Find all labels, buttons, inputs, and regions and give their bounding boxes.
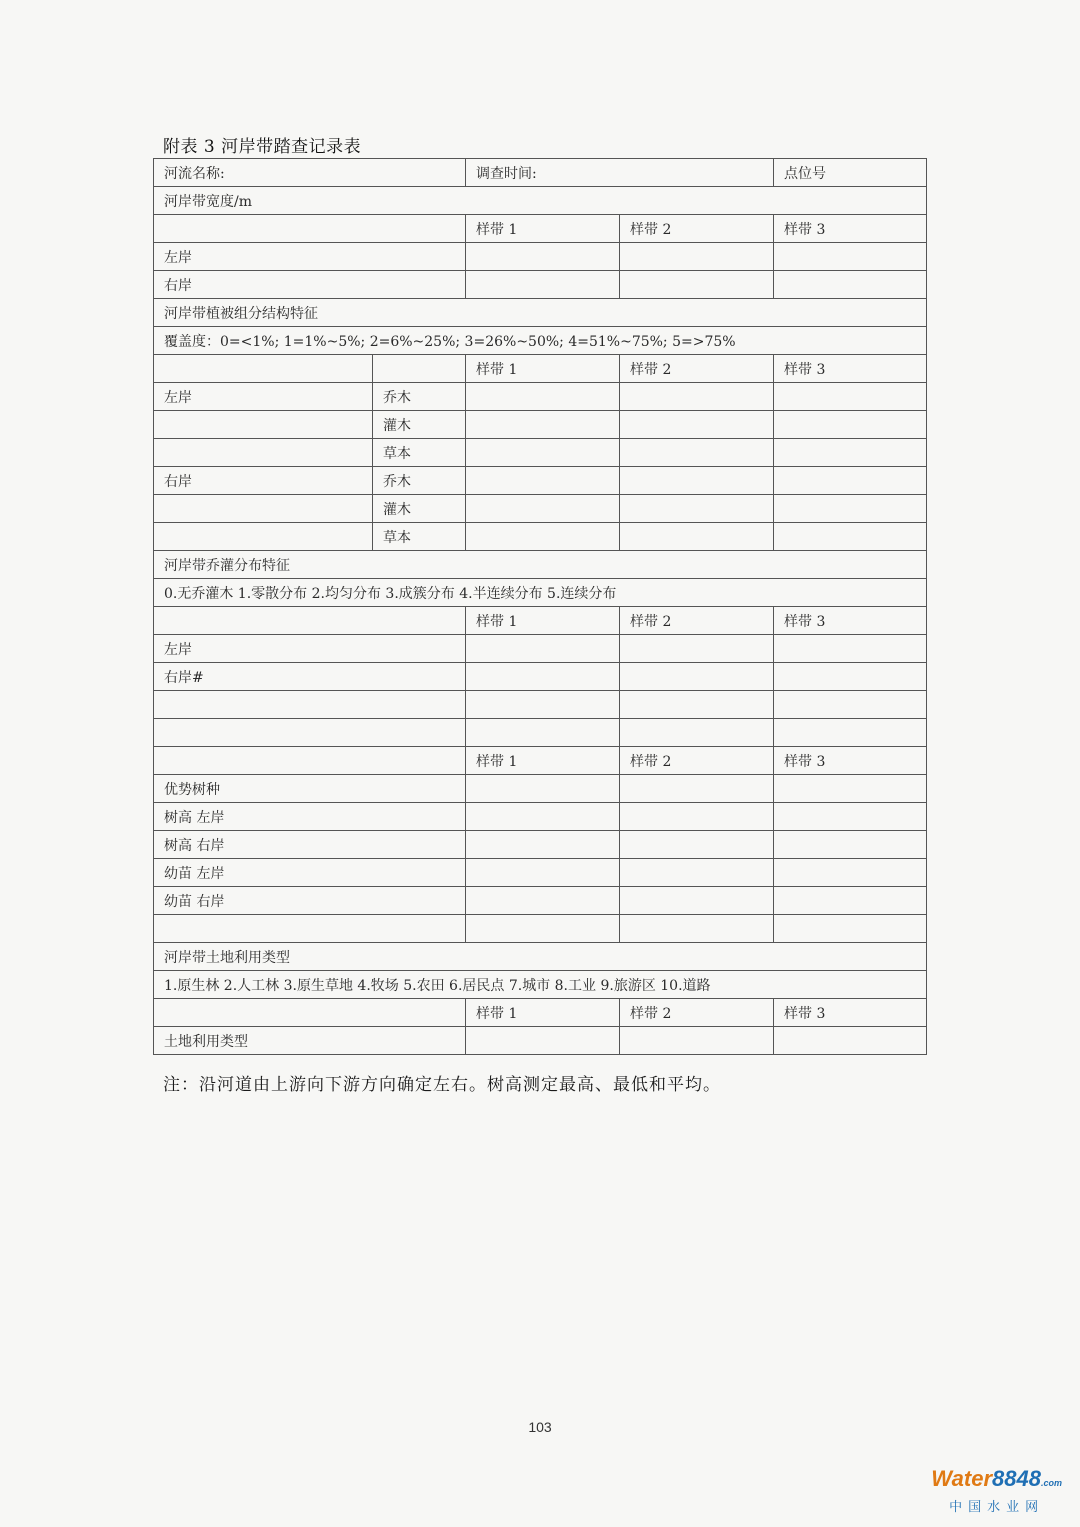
coverage-legend: 覆盖度：0=<1%; 1=1%~5%; 2=6%~25%; 3=26%~50%; 4=51%~75%; 5=>75% [154,327,927,355]
table-row [154,915,927,943]
input-cell[interactable] [774,243,927,271]
strip-3-header: 样带 3 [774,215,927,243]
input-cell[interactable] [774,383,927,411]
table-row [154,607,927,635]
input-cell[interactable] [774,495,927,523]
table-row [154,1027,927,1055]
empty-cell [154,439,373,467]
input-cell[interactable] [774,635,927,663]
strip-2-header: 样带 2 [620,747,774,775]
table-row [154,411,927,439]
strip-2-header: 样带 2 [620,215,774,243]
watermark-sub: 中国水业网 [949,1499,1045,1514]
table-row [154,495,927,523]
table-row [154,719,927,747]
layer-herb-label: 草本 [373,439,466,467]
input-cell[interactable] [620,495,774,523]
input-cell[interactable] [466,1027,620,1055]
table-row [154,551,927,579]
table-row [154,663,927,691]
strip-3-header: 样带 3 [774,747,927,775]
input-cell[interactable] [466,803,620,831]
input-cell[interactable] [466,271,620,299]
input-cell[interactable] [620,467,774,495]
input-cell[interactable] [620,887,774,915]
empty-cell [154,915,466,943]
input-cell[interactable] [466,243,620,271]
table-row [154,271,927,299]
watermark-logo [931,1468,1062,1515]
table-row [154,775,927,803]
right-bank-label: 右岸# [154,663,466,691]
table-row [154,635,927,663]
input-cell[interactable] [620,775,774,803]
river-name-label: 河流名称: [154,159,466,187]
input-cell[interactable] [620,691,774,719]
input-cell[interactable] [774,411,927,439]
table-row [154,215,927,243]
survey-time-label: 调查时间: [466,159,774,187]
strip-3-header: 样带 3 [774,999,927,1027]
table-row [154,887,927,915]
empty-cell [154,607,466,635]
strip-1-header: 样带 1 [466,747,620,775]
input-cell[interactable] [620,243,774,271]
width-section-title: 河岸带宽度/m [154,187,927,215]
watermark-brand-suffix: .com [1040,1478,1062,1488]
input-cell[interactable] [620,831,774,859]
input-cell[interactable] [774,467,927,495]
table-row [154,383,927,411]
watermark-brand-text: Water [931,1466,993,1491]
footnote: 注：沿河道由上游向下游方向确定左右。树高测定最高、最低和平均。 [163,1075,721,1095]
table-row [154,523,927,551]
input-cell[interactable] [774,803,927,831]
input-cell[interactable] [466,719,620,747]
input-cell[interactable] [774,859,927,887]
input-cell[interactable] [466,383,620,411]
strip-1-header: 样带 1 [466,607,620,635]
seedling-right-label: 幼苗 右岸 [154,887,466,915]
input-cell[interactable] [774,887,927,915]
table-row [154,859,927,887]
strip-3-header: 样带 3 [774,607,927,635]
input-cell[interactable] [466,523,620,551]
distribution-options: 0.无乔灌木 1.零散分布 2.均匀分布 3.成簇分布 4.半连续分布 5.连续分布 [154,579,927,607]
table-row [154,159,927,187]
left-bank-label: 左岸 [154,635,466,663]
input-cell[interactable] [774,775,927,803]
table-row [154,579,927,607]
input-cell[interactable] [466,411,620,439]
input-cell[interactable] [774,523,927,551]
layer-herb-label: 草本 [373,523,466,551]
input-cell[interactable] [774,831,927,859]
input-cell[interactable] [774,719,927,747]
layer-shrub-label: 灌木 [373,495,466,523]
input-cell[interactable] [466,831,620,859]
landuse-section-title: 河岸带土地利用类型 [154,943,927,971]
empty-cell [154,355,373,383]
table-row [154,943,927,971]
table-row [154,187,927,215]
input-cell[interactable] [774,663,927,691]
left-bank-label: 左岸 [154,383,373,411]
strip-3-header: 样带 3 [774,355,927,383]
input-cell[interactable] [620,383,774,411]
empty-cell [154,523,373,551]
empty-cell [373,355,466,383]
input-cell[interactable] [774,439,927,467]
layer-shrub-label: 灌木 [373,411,466,439]
input-cell[interactable] [466,915,620,943]
input-cell[interactable] [620,411,774,439]
empty-cell [154,215,466,243]
empty-cell [154,691,466,719]
input-cell[interactable] [466,859,620,887]
input-cell[interactable] [466,439,620,467]
layer-tree-label: 乔木 [373,383,466,411]
input-cell[interactable] [466,691,620,719]
page-number: 103 [528,1419,552,1435]
tree-height-right-label: 树高 右岸 [154,831,466,859]
table-row [154,831,927,859]
table-row [154,327,927,355]
input-cell[interactable] [620,859,774,887]
left-bank-label: 左岸 [154,243,466,271]
table-row [154,691,927,719]
dominant-species-label: 优势树种 [154,775,466,803]
input-cell[interactable] [620,663,774,691]
empty-cell [154,999,466,1027]
table-title: 附表 3 河岸带踏查记录表 [163,137,362,157]
layer-tree-label: 乔木 [373,467,466,495]
input-cell[interactable] [466,887,620,915]
right-bank-label: 右岸 [154,271,466,299]
watermark-brand [931,1468,1062,1494]
input-cell[interactable] [466,635,620,663]
point-number-label: 点位号 [774,159,927,187]
table-row [154,467,927,495]
empty-cell [154,747,466,775]
strip-2-header: 样带 2 [620,607,774,635]
input-cell[interactable] [620,803,774,831]
input-cell[interactable] [774,271,927,299]
input-cell[interactable] [774,691,927,719]
tree-height-left-label: 树高 左岸 [154,803,466,831]
right-bank-label: 右岸 [154,467,373,495]
strip-2-header: 样带 2 [620,999,774,1027]
seedling-left-label: 幼苗 左岸 [154,859,466,887]
strip-1-header: 样带 1 [466,355,620,383]
veg-section-title: 河岸带植被组分结构特征 [154,299,927,327]
landuse-options: 1.原生林 2.人工林 3.原生草地 4.牧场 5.农田 6.居民点 7.城市 8.工业 9.旅游区 10.道路 [154,971,927,999]
strip-2-header: 样带 2 [620,355,774,383]
input-cell[interactable] [774,915,927,943]
input-cell[interactable] [466,495,620,523]
table-row [154,999,927,1027]
landuse-type-label: 土地利用类型 [154,1027,466,1055]
table-row [154,971,927,999]
distribution-section-title: 河岸带乔灌分布特征 [154,551,927,579]
input-cell[interactable] [466,663,620,691]
strip-1-header: 样带 1 [466,999,620,1027]
riparian-survey-table [153,158,927,1055]
table-row [154,803,927,831]
input-cell[interactable] [620,915,774,943]
strip-1-header: 样带 1 [466,215,620,243]
input-cell[interactable] [620,523,774,551]
empty-cell [154,495,373,523]
input-cell[interactable] [620,271,774,299]
input-cell[interactable] [466,467,620,495]
table-row [154,747,927,775]
table-row [154,439,927,467]
input-cell[interactable] [774,1027,927,1055]
table-row [154,299,927,327]
table-row [154,243,927,271]
table-row [154,355,927,383]
input-cell[interactable] [620,719,774,747]
input-cell[interactable] [620,1027,774,1055]
input-cell[interactable] [466,775,620,803]
input-cell[interactable] [620,635,774,663]
input-cell[interactable] [620,439,774,467]
empty-cell [154,719,466,747]
empty-cell [154,411,373,439]
watermark-brand-num: 8848 [992,1466,1041,1491]
